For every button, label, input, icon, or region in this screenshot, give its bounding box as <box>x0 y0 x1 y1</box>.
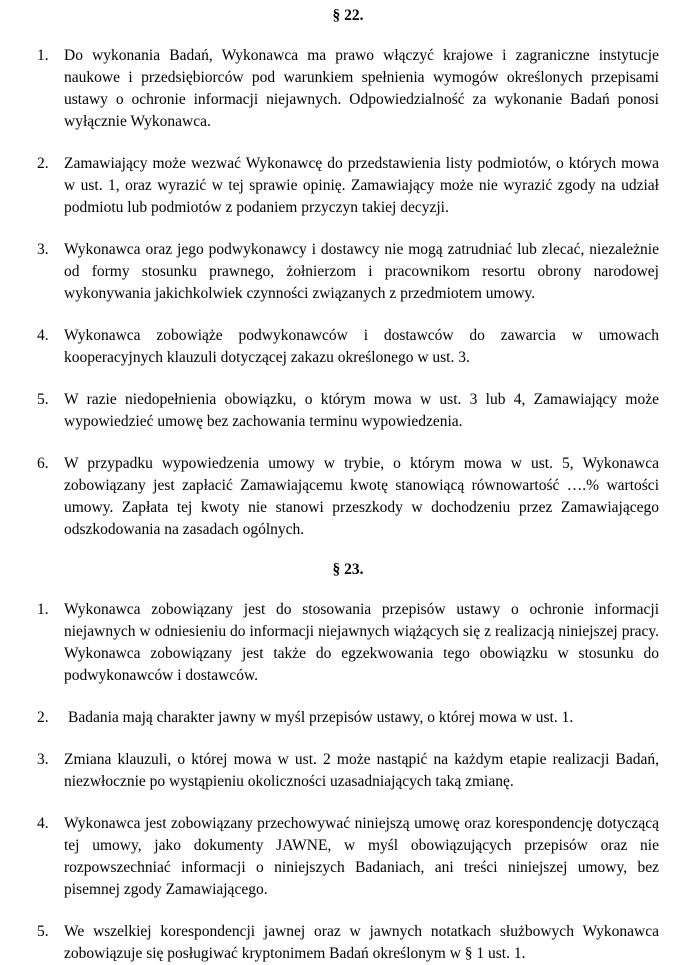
list-item-number: 1. <box>37 601 49 618</box>
list-item <box>37 325 659 369</box>
list-item <box>37 707 659 729</box>
list-item-text: Wykonawca jest zobowiązany przechowywać niniejszą umowę oraz korespondencję dotyczącą tej umowy, jako dokumenty JAWNE, w myśl obowiązujących przepisów oraz nie rozpowszechniać informacji o niniejszych Badaniach, ani treści niniejszej umowy, bez pisemnej zgody Zamawiającego. <box>64 815 659 898</box>
section-23 <box>37 559 659 965</box>
list-item <box>37 921 659 965</box>
list-item <box>37 45 659 133</box>
section-heading: § 23. <box>332 561 364 578</box>
list-item-text: We wszelkiej korespondencji jawnej oraz w jawnych notatkach służbowych Wykonawca zobowiązuje się posługiwać kryptonimem Badań określonym w § 1 ust. 1. <box>64 923 659 962</box>
list-item-text: Wykonawca zobowiązany jest do stosowania przepisów ustawy o ochronie informacji niejawnych w odniesieniu do informacji niejawnych wiążących się z realizacją niniejszej pracy. Wykonawca zobowiązany jest także do egzekwowania tego obowiązku w stosunku do podwykonawców i dostawców. <box>64 601 659 684</box>
list-item-number: 1. <box>37 47 49 64</box>
list-item-number: 3. <box>37 751 49 768</box>
section-22 <box>37 5 659 541</box>
list-item <box>37 153 659 219</box>
list-item-number: 4. <box>37 327 49 344</box>
list-item-number: 4. <box>37 815 49 832</box>
list-item-text: W razie niedopełnienia obowiązku, o którym mowa w ust. 3 lub 4, Zamawiający może wypowiedzieć umowę bez zachowania terminu wypowiedzenia. <box>64 391 659 430</box>
list-item-text: Zmiana klauzuli, o której mowa w ust. 2 może nastąpić na każdym etapie realizacji Badań, niezwłocznie po wystąpieniu okoliczności uzasadniających taką zmianę. <box>64 751 659 790</box>
list-item <box>37 389 659 433</box>
list-item <box>37 599 659 687</box>
list-item-number: 3. <box>37 241 49 258</box>
list-item <box>37 813 659 901</box>
list-item-number: 5. <box>37 391 49 408</box>
section-heading: § 22. <box>332 7 364 24</box>
list-item-number: 5. <box>37 923 49 940</box>
list-item-number: 2. <box>37 709 49 726</box>
list-item <box>37 749 659 793</box>
list-item-text: Wykonawca zobowiąże podwykonawców i dostawców do zawarcia w umowach kooperacyjnych klauzuli dotyczącej zakazu określonego w ust. 3. <box>64 327 659 366</box>
list-item-text: Wykonawca oraz jego podwykonawcy i dostawcy nie mogą zatrudniać lub zlecać, niezależnie od formy stosunku prawnego, żołnierzom i pracownikom resortu obrony narodowej wykonywania jakichkolwiek czynności związanych z przedmiotem umowy. <box>64 241 659 302</box>
list-item-number: 6. <box>37 455 49 472</box>
list-item <box>37 239 659 305</box>
list-item-number: 2. <box>37 155 49 172</box>
list-item-text: W przypadku wypowiedzenia umowy w trybie, o którym mowa w ust. 5, Wykonawca zobowiązany jest zapłacić Zamawiającemu kwotę stanowiącą równowartość ….% wartości umowy. Zapłata tej kwoty nie stanowi przeszkody w dochodzeniu przez Zamawiającego odszkodowania na zasadach ogólnych. <box>64 455 659 538</box>
list-item-text: Zamawiający może wezwać Wykonawcę do przedstawienia listy podmiotów, o których mowa w ust. 1, oraz wyrazić w tej sprawie opinię. Zamawiający może nie wyrazić zgody na udział podmiotu lub podmiotów z podaniem przyczyn takiej decyzji. <box>64 155 659 216</box>
list-item-text: Do wykonania Badań, Wykonawca ma prawo włączyć krajowe i zagraniczne instytucje naukowe i przedsiębiorców pod warunkiem spełnienia wymogów określonych przepisami ustawy o ochronie informacji niejawnych. Odpowiedzialność za wykonanie Badań ponosi wyłącznie Wykonawca. <box>64 47 659 130</box>
list-item-text: Badania mają charakter jawny w myśl przepisów ustawy, o której mowa w ust. 1. <box>68 709 574 726</box>
list-item <box>37 453 659 541</box>
